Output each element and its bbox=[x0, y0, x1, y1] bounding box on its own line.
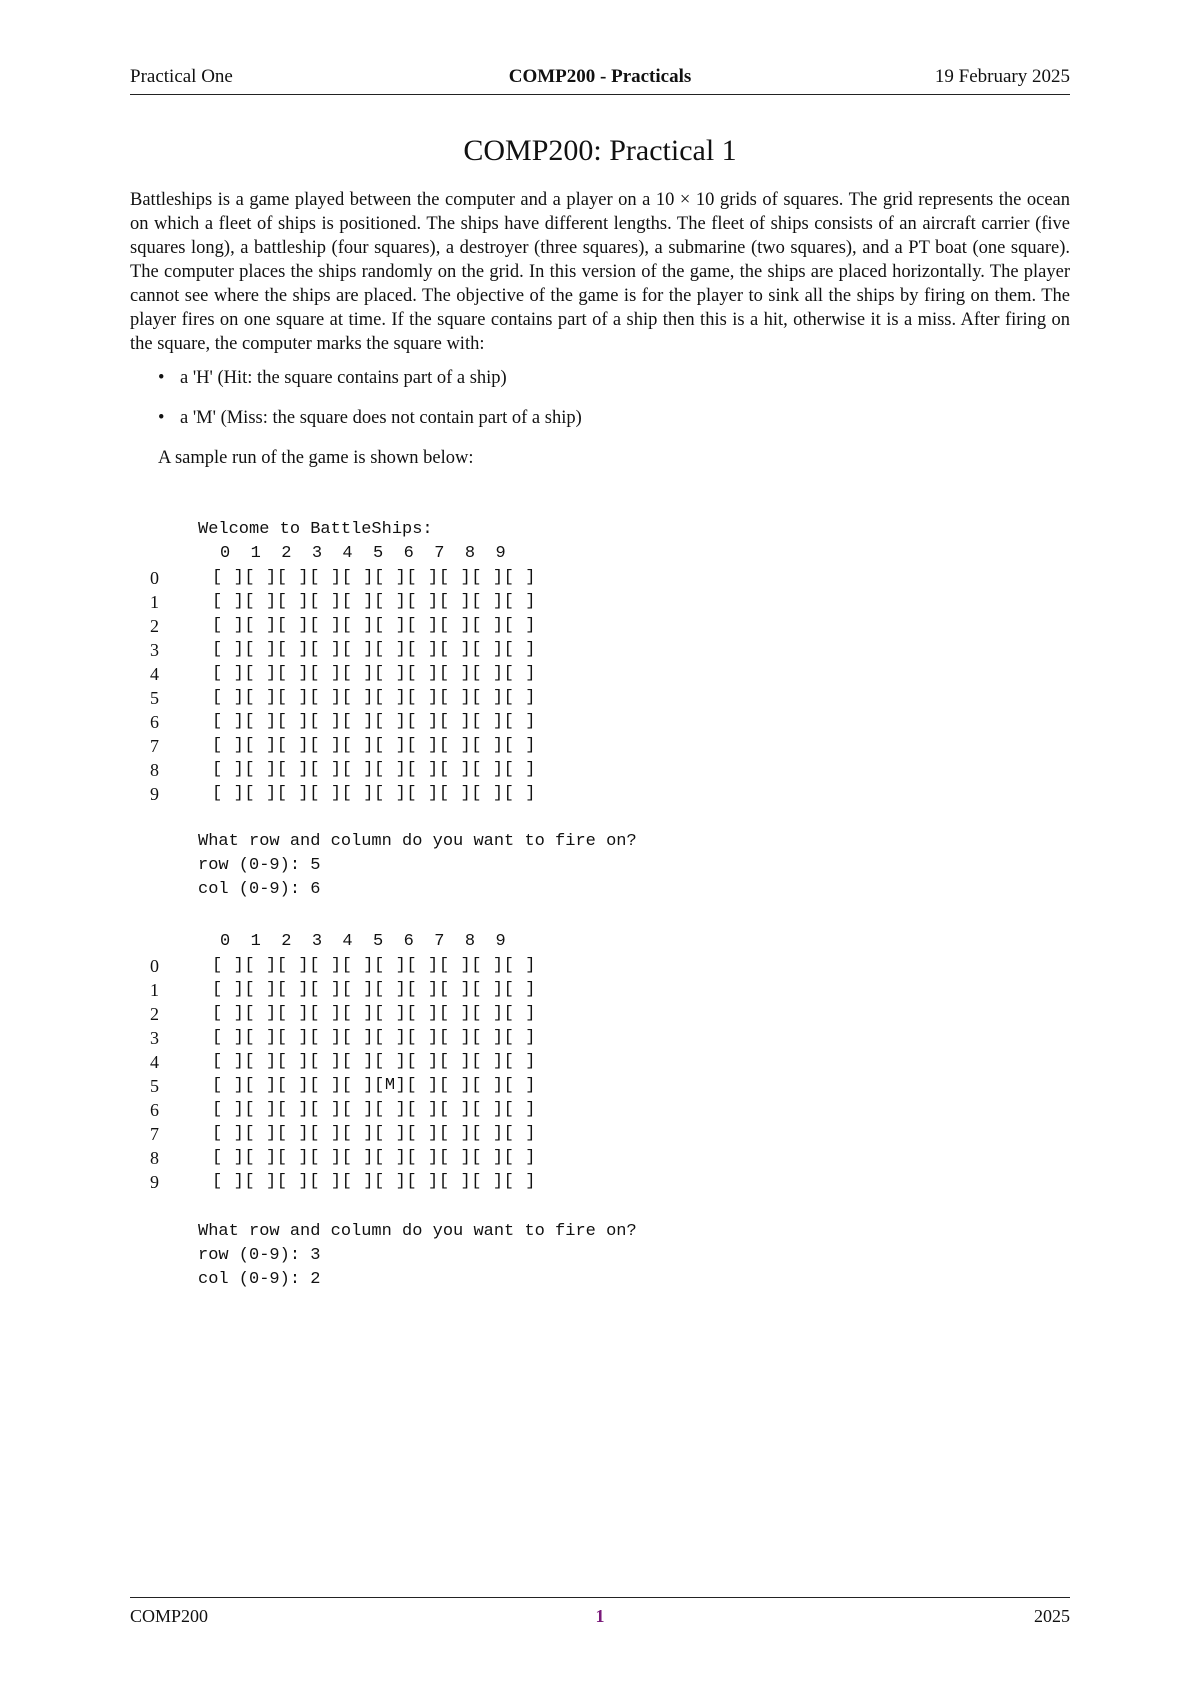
row-cells: [ ][ ][ ][ ][ ][ ][ ][ ][ ][ ] bbox=[212, 1124, 537, 1143]
row-label: 6 bbox=[150, 712, 159, 732]
row-cells: [ ][ ][ ][ ][ ][ ][ ][ ][ ][ ] bbox=[212, 784, 537, 803]
grid-row bbox=[0, 736, 1200, 760]
prompt-row: row (0-9): 5 bbox=[198, 856, 321, 875]
row-cells: [ ][ ][ ][ ][ ][ ][ ][ ][ ][ ] bbox=[212, 1100, 537, 1119]
intro-paragraph: Battleships is a game played between the computer and a player on a 10 × 10 grids of squares. The grid represents the ocean on which a fleet of ships is positioned. The ships have different lengths. The fleet of ships consists of an aircraft carrier (five squares long), a battleship (four squares), a destroyer (three squares), a submarine (two squares), and a PT boat (one square). The computer places the ships randomly on the grid. In this version of the game, the ships are placed horizontally. The player cannot see where the ships are placed. The objective of the game is for the player to sink all the ships by firing on them. The player fires on one square at time. If the square contains part of a ship then this is a hit, otherwise it is a miss. After firing on the square, the computer marks the square with: bbox=[130, 190, 1070, 354]
bullet-text: a 'M' (Miss: the square does not contain part of a ship) bbox=[180, 408, 582, 428]
row-cells: [ ][ ][ ][ ][ ][ ][ ][ ][ ][ ] bbox=[212, 1004, 537, 1023]
row-label: 4 bbox=[150, 1052, 159, 1072]
row-label: 3 bbox=[150, 640, 159, 660]
grid-row bbox=[0, 1052, 1200, 1076]
row-label: 7 bbox=[150, 736, 159, 756]
grid-row bbox=[0, 1076, 1200, 1100]
grid-row bbox=[0, 760, 1200, 784]
list-item bbox=[130, 406, 1070, 430]
row-label: 7 bbox=[150, 1124, 159, 1144]
game-grid-1 bbox=[0, 568, 1200, 808]
row-cells: [ ][ ][ ][ ][ ][ ][ ][ ][ ][ ] bbox=[212, 640, 537, 659]
column-header: 0 1 2 3 4 5 6 7 8 9 bbox=[220, 544, 506, 563]
row-label: 9 bbox=[150, 784, 159, 804]
row-cells: [ ][ ][ ][ ][ ][M][ ][ ][ ][ ] bbox=[212, 1076, 537, 1095]
grid-row bbox=[0, 1100, 1200, 1124]
grid-row bbox=[0, 956, 1200, 980]
row-label: 2 bbox=[150, 616, 159, 636]
page-number: 1 bbox=[595, 1606, 605, 1626]
row-cells: [ ][ ][ ][ ][ ][ ][ ][ ][ ][ ] bbox=[212, 736, 537, 755]
grid-row bbox=[0, 592, 1200, 616]
row-label: 0 bbox=[150, 956, 159, 976]
welcome-line: Welcome to BattleShips: bbox=[198, 520, 433, 539]
header-date: 19 February 2025 bbox=[934, 66, 1070, 87]
grid-row bbox=[0, 1124, 1200, 1148]
list-item bbox=[130, 366, 1070, 390]
row-cells: [ ][ ][ ][ ][ ][ ][ ][ ][ ][ ] bbox=[212, 712, 537, 731]
prompt-col: col (0-9): 2 bbox=[198, 1270, 321, 1289]
row-cells: [ ][ ][ ][ ][ ][ ][ ][ ][ ][ ] bbox=[212, 592, 537, 611]
row-label: 5 bbox=[150, 1076, 159, 1096]
header-left: Practical One bbox=[130, 66, 233, 87]
row-label: 3 bbox=[150, 1028, 159, 1048]
column-header: 0 1 2 3 4 5 6 7 8 9 bbox=[220, 932, 506, 951]
row-label: 8 bbox=[150, 760, 159, 780]
grid-row bbox=[0, 712, 1200, 736]
grid-row bbox=[0, 980, 1200, 1004]
footer-year: 2025 bbox=[1034, 1606, 1070, 1626]
page-title: COMP200: Practical 1 bbox=[463, 134, 737, 167]
bullet-icon: • bbox=[158, 368, 165, 388]
row-cells: [ ][ ][ ][ ][ ][ ][ ][ ][ ][ ] bbox=[212, 956, 537, 975]
row-cells: [ ][ ][ ][ ][ ][ ][ ][ ][ ][ ] bbox=[212, 1052, 537, 1071]
bullet-text: a 'H' (Hit: the square contains part of a ship) bbox=[180, 368, 507, 388]
sample-intro: A sample run of the game is shown below: bbox=[158, 448, 474, 468]
bullet-icon: • bbox=[158, 408, 165, 428]
prompt-col: col (0-9): 6 bbox=[198, 880, 321, 899]
page-footer bbox=[130, 1597, 1070, 1634]
row-cells: [ ][ ][ ][ ][ ][ ][ ][ ][ ][ ] bbox=[212, 568, 537, 587]
row-label: 1 bbox=[150, 980, 159, 1000]
grid-row bbox=[0, 616, 1200, 640]
game-grid-2 bbox=[0, 956, 1200, 1196]
footer-course: COMP200 bbox=[130, 1606, 209, 1626]
grid-row bbox=[0, 784, 1200, 808]
grid-row bbox=[0, 688, 1200, 712]
header-center: COMP200 - Practicals bbox=[508, 66, 692, 87]
body-text bbox=[130, 188, 1070, 470]
row-cells: [ ][ ][ ][ ][ ][ ][ ][ ][ ][ ] bbox=[212, 664, 537, 683]
row-label: 0 bbox=[150, 568, 159, 588]
row-cells: [ ][ ][ ][ ][ ][ ][ ][ ][ ][ ] bbox=[212, 1028, 537, 1047]
row-cells: [ ][ ][ ][ ][ ][ ][ ][ ][ ][ ] bbox=[212, 760, 537, 779]
row-label: 9 bbox=[150, 1172, 159, 1192]
row-cells: [ ][ ][ ][ ][ ][ ][ ][ ][ ][ ] bbox=[212, 1148, 537, 1167]
prompt-question: What row and column do you want to fire on? bbox=[198, 832, 637, 851]
grid-row bbox=[0, 568, 1200, 592]
row-cells: [ ][ ][ ][ ][ ][ ][ ][ ][ ][ ] bbox=[212, 616, 537, 635]
grid-row bbox=[0, 1004, 1200, 1028]
grid-row bbox=[0, 1028, 1200, 1052]
row-label: 1 bbox=[150, 592, 159, 612]
grid-row bbox=[0, 664, 1200, 688]
prompt-row: row (0-9): 3 bbox=[198, 1246, 321, 1265]
grid-row bbox=[0, 1172, 1200, 1196]
row-cells: [ ][ ][ ][ ][ ][ ][ ][ ][ ][ ] bbox=[212, 1172, 537, 1191]
page-header bbox=[130, 64, 1070, 95]
prompt-question: What row and column do you want to fire on? bbox=[198, 1222, 637, 1241]
row-label: 8 bbox=[150, 1148, 159, 1168]
row-cells: [ ][ ][ ][ ][ ][ ][ ][ ][ ][ ] bbox=[212, 688, 537, 707]
row-label: 2 bbox=[150, 1004, 159, 1024]
row-label: 5 bbox=[150, 688, 159, 708]
row-label: 6 bbox=[150, 1100, 159, 1120]
grid-row bbox=[0, 640, 1200, 664]
row-cells: [ ][ ][ ][ ][ ][ ][ ][ ][ ][ ] bbox=[212, 980, 537, 999]
marking-list bbox=[130, 366, 1070, 430]
grid-row bbox=[0, 1148, 1200, 1172]
row-label: 4 bbox=[150, 664, 159, 684]
